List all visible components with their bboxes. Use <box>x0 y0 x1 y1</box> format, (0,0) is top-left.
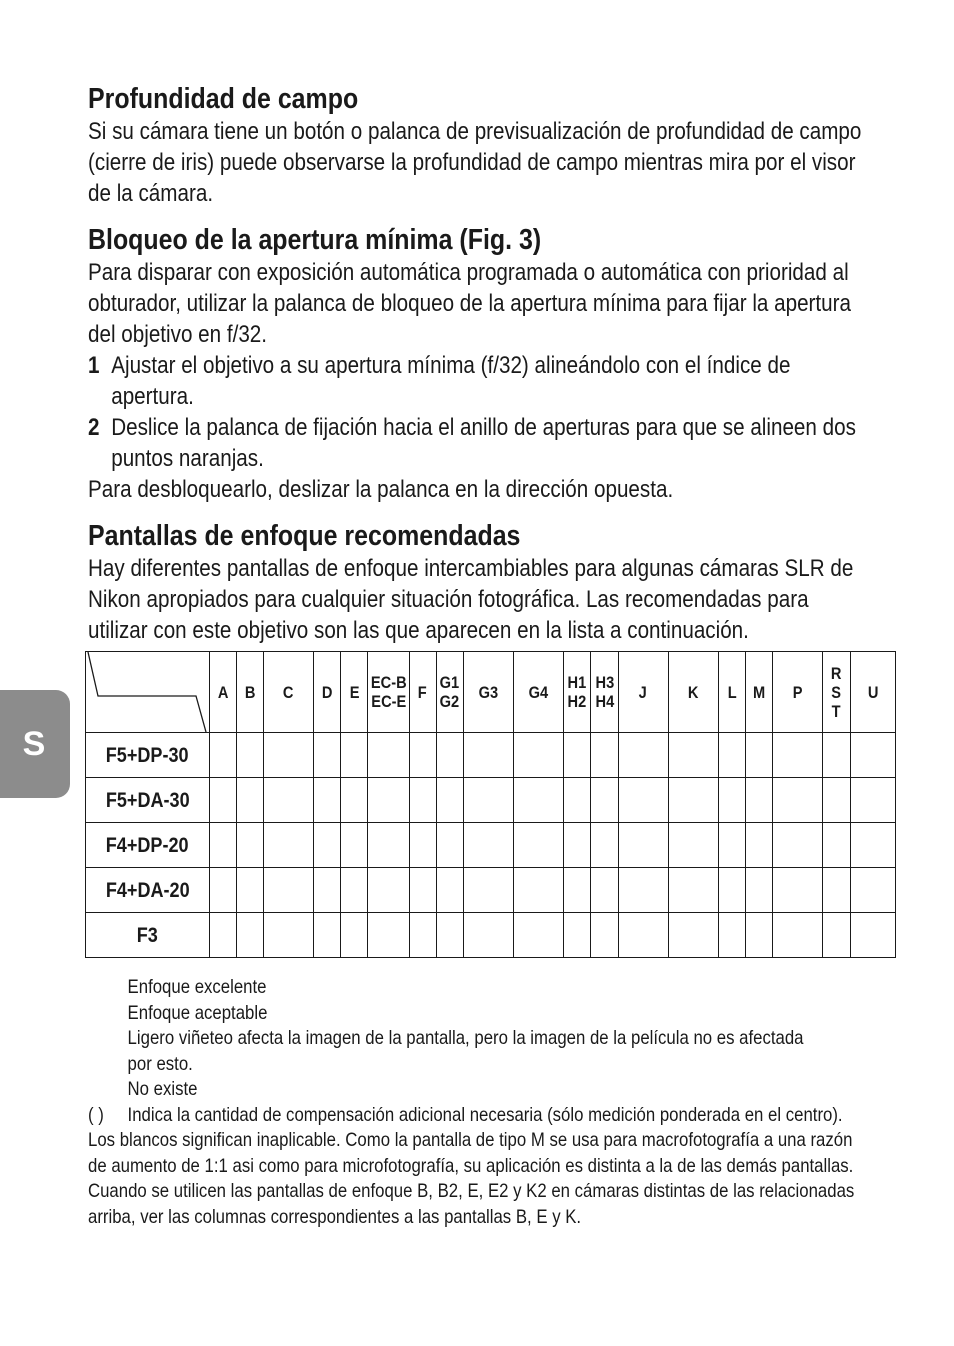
table-cell <box>368 778 409 823</box>
section-tab-s <box>0 690 70 798</box>
heading-depth-of-field: Profundidad de campo <box>88 83 359 115</box>
legend-item: No existe <box>127 1078 198 1100</box>
column-header-label: G3 <box>478 682 499 702</box>
table-cell <box>236 778 263 823</box>
table-cell <box>236 913 263 958</box>
table-cell <box>514 778 564 823</box>
table-cell <box>409 913 436 958</box>
step-line: apertura. <box>111 383 194 410</box>
table-cell <box>823 913 850 958</box>
column-header-label: U <box>867 682 879 702</box>
table-header-row <box>86 652 896 733</box>
column-header <box>341 652 368 733</box>
table-cell <box>409 778 436 823</box>
legend-item: por esto. <box>127 1052 193 1075</box>
column-header <box>209 652 236 733</box>
table-cell <box>746 778 773 823</box>
column-header <box>564 652 591 733</box>
column-header <box>236 652 263 733</box>
column-header <box>409 652 436 733</box>
column-header-label: H3 H4 <box>595 673 614 711</box>
column-header <box>368 652 409 733</box>
table-cell <box>668 913 718 958</box>
heading-focus-screens: Pantallas de enfoque recomendadas <box>88 520 521 552</box>
column-header-label: H1 H2 <box>567 673 587 711</box>
table-cell <box>341 913 368 958</box>
step-number: 2 <box>88 414 100 441</box>
table-cell <box>436 823 463 868</box>
step-1 <box>88 350 791 412</box>
table-cell <box>618 733 668 778</box>
table-cell <box>823 868 850 913</box>
table-cell <box>746 823 773 868</box>
legend-item: Ligero viñeteo afecta la imagen de la pantalla, pero la imagen de la película no es afectada <box>127 1027 804 1049</box>
table-cell <box>236 823 263 868</box>
row-label <box>86 913 210 958</box>
column-header <box>823 652 850 733</box>
table-cell <box>850 913 895 958</box>
table-cell <box>618 913 668 958</box>
table-cell <box>314 733 341 778</box>
table-row <box>86 823 896 868</box>
paragraph-line: Hay diferentes pantallas de enfoque intercambiables para algunas cámaras SLR de <box>88 555 854 582</box>
table-cell <box>463 913 513 958</box>
table-cell <box>263 913 313 958</box>
notes <box>88 1128 855 1230</box>
table-row <box>86 733 896 778</box>
step-2 <box>88 412 856 474</box>
focus-screen-table <box>85 651 896 958</box>
table-cell <box>209 733 236 778</box>
table-cell <box>746 733 773 778</box>
column-header <box>514 652 564 733</box>
table-cell <box>591 913 618 958</box>
table-cell <box>591 778 618 823</box>
column-header <box>850 652 895 733</box>
row-label-text: F4+DP-20 <box>105 833 189 857</box>
table-cell <box>850 733 895 778</box>
step-line: puntos naranjas. <box>111 445 264 472</box>
table-cell <box>773 913 823 958</box>
column-header <box>463 652 513 733</box>
table-cell <box>263 868 313 913</box>
table-cell <box>668 733 718 778</box>
column-header-label: D <box>321 682 333 702</box>
table-cell <box>436 778 463 823</box>
column-header-label: G4 <box>528 682 549 702</box>
table-cell <box>746 913 773 958</box>
step-line: Ajustar el objetivo a su apertura mínima (f/32) alineándolo con el índice de <box>111 352 791 379</box>
column-header <box>718 652 745 733</box>
table-cell <box>409 823 436 868</box>
table-cell <box>618 868 668 913</box>
table-cell <box>341 823 368 868</box>
row-label <box>86 823 210 868</box>
table-cell <box>314 913 341 958</box>
table-cell <box>263 823 313 868</box>
table-cell <box>368 913 409 958</box>
legend-item: Enfoque aceptable <box>127 1001 268 1024</box>
table-cell <box>236 733 263 778</box>
column-header-label: F <box>418 682 428 702</box>
table-cell <box>718 733 745 778</box>
table-cell <box>263 733 313 778</box>
row-label-text: F4+DA-20 <box>105 878 190 902</box>
section-tab-letter: S <box>22 724 46 763</box>
table-cell <box>668 778 718 823</box>
table-cell <box>564 733 591 778</box>
column-header-label: J <box>639 682 648 702</box>
table-row <box>86 778 896 823</box>
legend-item: Enfoque excelente <box>127 976 267 998</box>
table-cell <box>718 823 745 868</box>
table-cell <box>618 823 668 868</box>
paragraph-line: Para disparar con exposición automática programada o automática con prioridad al <box>88 259 849 286</box>
column-header <box>773 652 823 733</box>
table-cell <box>668 823 718 868</box>
column-header-label: L <box>727 682 737 702</box>
table-cell <box>436 913 463 958</box>
column-header <box>746 652 773 733</box>
table-cell <box>564 868 591 913</box>
column-header-label: K <box>688 682 699 702</box>
table-cell <box>341 733 368 778</box>
column-header <box>668 652 718 733</box>
table-cell <box>773 733 823 778</box>
column-header <box>436 652 463 733</box>
page-content <box>88 82 900 660</box>
paragraph-line: obturador, utilizar la palanca de bloqueo de la apertura mínima para fijar la apertura <box>88 290 851 317</box>
table-cell <box>823 778 850 823</box>
paragraph-line: del objetivo en f/32. <box>88 321 268 348</box>
paren-symbol: ( ) <box>88 1103 104 1126</box>
table-cell <box>368 868 409 913</box>
paragraph-line: Nikon apropiados para cualquier situación fotográfica. Las recomendadas para <box>88 586 809 613</box>
table-cell <box>850 778 895 823</box>
table-cell <box>341 778 368 823</box>
column-header-label: R S T <box>831 663 842 721</box>
table-cell <box>591 823 618 868</box>
paragraph-line: de la cámara. <box>88 180 214 207</box>
table-cell <box>668 868 718 913</box>
row-label-text: F5+DP-30 <box>105 743 189 767</box>
column-header-label: P <box>792 682 803 702</box>
section-depth-of-field <box>88 82 862 209</box>
row-label-text: F5+DA-30 <box>105 788 190 812</box>
table-cell <box>314 778 341 823</box>
note-line: Los blancos significan inaplicable. Como la pantalla de tipo M se usa para macrofotografía a una razón <box>88 1129 853 1151</box>
table-cell <box>514 868 564 913</box>
table-cell <box>436 733 463 778</box>
table-cell <box>368 733 409 778</box>
column-header <box>263 652 313 733</box>
column-header <box>618 652 668 733</box>
note-line: Cuando se utilicen las pantallas de enfoque B, B2, E, E2 y K2 en cámaras distintas de las relacionadas <box>88 1180 855 1202</box>
row-label <box>86 778 210 823</box>
table-cell <box>209 823 236 868</box>
table-cell <box>463 868 513 913</box>
table-cell <box>514 823 564 868</box>
paren-note-text: Indica la cantidad de compensación adicional necesaria (sólo medición ponderada en el centro). <box>127 1103 843 1126</box>
note-line: de aumento de 1:1 asi como para microfotografía, su aplicación es distinta a la de las demás pantallas. <box>88 1154 854 1177</box>
table-row <box>86 868 896 913</box>
row-label-text: F3 <box>136 923 158 947</box>
column-header-label: M <box>753 682 766 702</box>
table-cell <box>591 868 618 913</box>
table-cell <box>209 778 236 823</box>
paragraph-line: Para desbloquearlo, deslizar la palanca en la dirección opuesta. <box>88 476 674 503</box>
column-header <box>314 652 341 733</box>
table-corner-cell <box>86 652 210 733</box>
table-cell <box>314 868 341 913</box>
table-cell <box>718 913 745 958</box>
table-cell <box>718 778 745 823</box>
table-cell <box>591 733 618 778</box>
paragraph-line: (cierre de iris) puede observarse la profundidad de campo mientras mira por el visor <box>88 149 856 176</box>
step-line: Deslice la palanca de fijación hacia el anillo de aperturas para que se alineen dos <box>111 414 856 441</box>
table-cell <box>718 868 745 913</box>
column-header-label: G1 G2 <box>439 673 460 711</box>
table-cell <box>368 823 409 868</box>
legend <box>88 975 900 1230</box>
table-row <box>86 913 896 958</box>
table-cell <box>263 778 313 823</box>
table-cell <box>773 823 823 868</box>
table-cell <box>463 823 513 868</box>
step-number: 1 <box>88 352 100 379</box>
legend-paren-note <box>88 1103 843 1129</box>
table-cell <box>746 868 773 913</box>
table-cell <box>514 733 564 778</box>
table-cell <box>564 913 591 958</box>
column-header-label: E <box>349 682 360 702</box>
table-cell <box>823 823 850 868</box>
table-cell <box>823 733 850 778</box>
column-header-label: A <box>217 682 228 702</box>
table-cell <box>341 868 368 913</box>
column-header-label: EC-B EC-E <box>371 673 407 711</box>
table-cell <box>850 868 895 913</box>
table-cell <box>850 823 895 868</box>
table-cell <box>209 868 236 913</box>
table-cell <box>463 733 513 778</box>
section-focus-screens <box>88 519 854 646</box>
table-cell <box>236 868 263 913</box>
column-header-label: B <box>244 682 256 702</box>
table-cell <box>564 823 591 868</box>
paragraph-line: utilizar con este objetivo son las que aparecen en la lista a continuación. <box>88 617 749 644</box>
table-cell <box>514 913 564 958</box>
table-cell <box>773 778 823 823</box>
paragraph-line: Si su cámara tiene un botón o palanca de previsualización de profundidad de campo <box>88 118 862 145</box>
row-label <box>86 868 210 913</box>
row-label <box>86 733 210 778</box>
table-cell <box>436 868 463 913</box>
table-cell <box>564 778 591 823</box>
table-cell <box>618 778 668 823</box>
table-cell <box>209 913 236 958</box>
section-min-aperture-lock <box>88 223 856 505</box>
note-line: arriba, ver las columnas correspondientes a las pantallas B, E y K. <box>88 1205 582 1228</box>
table-cell <box>409 733 436 778</box>
table-cell <box>409 868 436 913</box>
table-cell <box>773 868 823 913</box>
table-cell <box>314 823 341 868</box>
column-header-label: C <box>283 682 294 702</box>
heading-min-aperture-lock: Bloqueo de la apertura mínima (Fig. 3) <box>88 224 542 256</box>
column-header <box>591 652 618 733</box>
corner-diagonal-line <box>86 652 209 732</box>
table-cell <box>463 778 513 823</box>
